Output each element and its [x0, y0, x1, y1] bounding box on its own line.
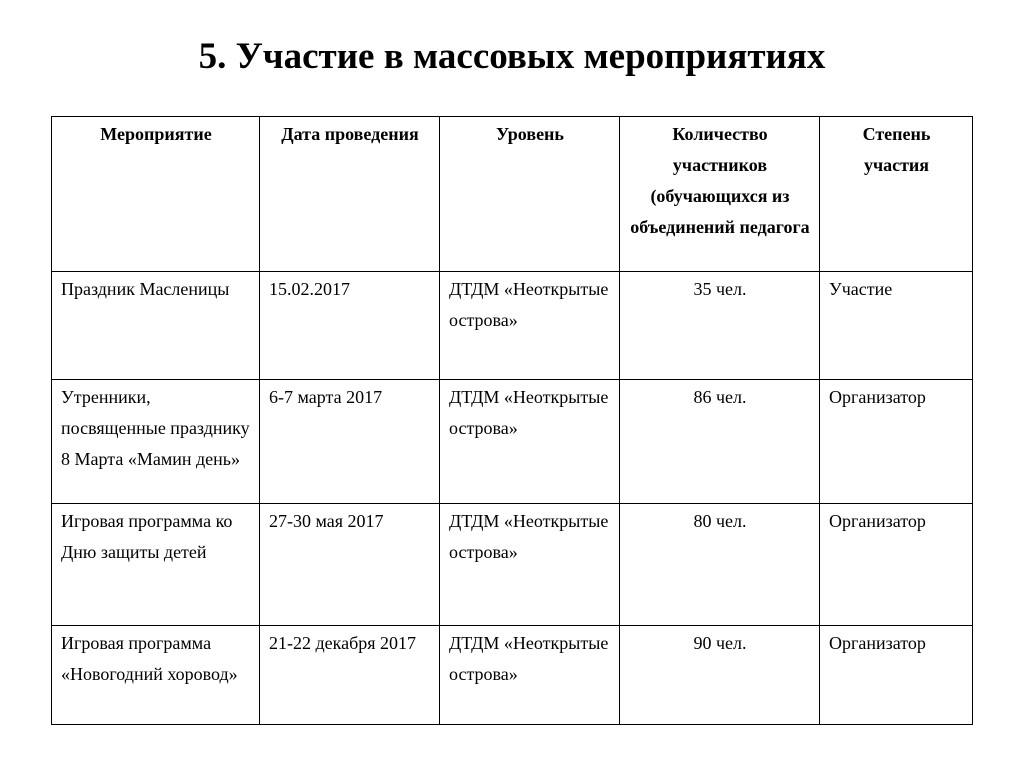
cell-count: 86 чел.: [620, 380, 820, 504]
cell-role: Участие: [820, 272, 973, 380]
cell-date: 6-7 марта 2017: [260, 380, 440, 504]
cell-date: 15.02.2017: [260, 272, 440, 380]
cell-level: ДТДМ «Неоткрытые острова»: [440, 504, 620, 626]
cell-date: 27-30 мая 2017: [260, 504, 440, 626]
cell-count: 80 чел.: [620, 504, 820, 626]
cell-event: Праздник Масленицы: [52, 272, 260, 380]
cell-event: Игровая программа «Новогодний хоровод»: [52, 626, 260, 725]
cell-role: Организатор: [820, 380, 973, 504]
table-row: [52, 380, 973, 504]
header-role: Степень участия: [820, 117, 973, 272]
table-row: [52, 626, 973, 725]
cell-event: Игровая программа ко Дню защиты детей: [52, 504, 260, 626]
header-level: Уровень: [440, 117, 620, 272]
cell-count: 35 чел.: [620, 272, 820, 380]
cell-level: ДТДМ «Неоткрытые острова»: [440, 380, 620, 504]
header-date: Дата проведения: [260, 117, 440, 272]
cell-date: 21-22 декабря 2017: [260, 626, 440, 725]
table-row: [52, 272, 973, 380]
cell-role: Организатор: [820, 626, 973, 725]
cell-level: ДТДМ «Неоткрытые острова»: [440, 626, 620, 725]
header-event: Мероприятие: [52, 117, 260, 272]
cell-level: ДТДМ «Неоткрытые острова»: [440, 272, 620, 380]
cell-count: 90 чел.: [620, 626, 820, 725]
cell-event: Утренники, посвященные празднику 8 Марта «Мамин день»: [52, 380, 260, 504]
table-header-row: [52, 117, 973, 272]
table-row: [52, 504, 973, 626]
cell-role: Организатор: [820, 504, 973, 626]
page-title: 5. Участие в массовых мероприятиях: [198, 36, 826, 77]
events-table: [51, 116, 973, 725]
header-count: Количество участников (обучающихся из объединений педагога: [620, 117, 820, 272]
